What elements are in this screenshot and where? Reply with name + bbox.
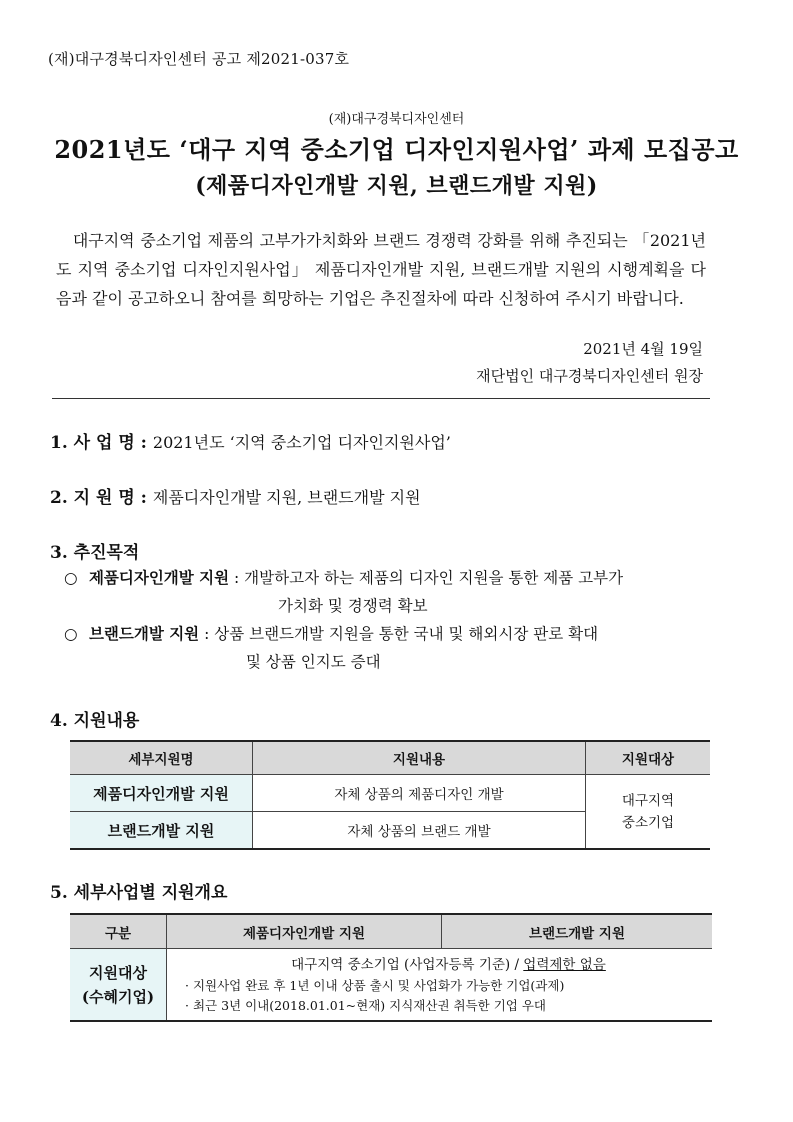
table-row xyxy=(70,949,712,1022)
section-support-name xyxy=(50,483,421,508)
purpose-text-continued: 가치화 및 경쟁력 확보 xyxy=(278,597,428,615)
target-summary-text: 대구지역 중소기업 (사업자등록 기준) / xyxy=(291,957,524,973)
purpose-text: : 상품 브랜드개발 지원을 통한 국내 및 해외시장 판로 확대 xyxy=(204,625,599,643)
support-name-cell: 제품디자인개발 지원 xyxy=(70,775,253,812)
issuer-name: 재단법인 대구경북디자인센터 원장 xyxy=(476,367,703,385)
section-value: 제품디자인개발 지원, 브랜드개발 지원 xyxy=(152,488,421,507)
column-header: 세부지원명 xyxy=(70,741,253,775)
overview-table xyxy=(70,913,712,1022)
support-content-cell: 자체 상품의 제품디자인 개발 xyxy=(253,775,586,812)
table-header-row xyxy=(70,914,712,949)
section-support-content-heading: 4. 지원내용 xyxy=(50,711,140,731)
section-overview-heading: 5. 세부사업별 지원개요 xyxy=(50,883,228,903)
purpose-item-product-design xyxy=(64,563,623,593)
target-line: 대구지역 xyxy=(621,792,675,809)
purpose-item-brand xyxy=(64,619,598,649)
page-title: 2021년도 ‘대구 지역 중소기업 디자인지원사업’ 과제 모집공고 xyxy=(54,135,739,164)
row-header-line: 지원대상 xyxy=(89,963,147,982)
organization-name: (재)대구경북디자인센터 xyxy=(328,112,465,127)
intro-text: 대구지역 중소기업 제품의 고부가가치화와 브랜드 경쟁력 강화를 위해 추진되는 「2021년도 지역 중소기업 디자인지원사업」 제품디자인개발 지원, 브랜드개발 지원의 시행계획을 다음과 같이 공고하오니 참여를 희망하는 기업은 추진절차에 따라 신청하여 주시기 바랍니다. xyxy=(56,231,706,308)
table-row xyxy=(70,775,710,812)
target-detail-cell xyxy=(167,949,713,1022)
purpose-label: 브랜드개발 지원 xyxy=(88,624,200,643)
row-header-line: (수혜기업) xyxy=(81,987,155,1006)
target-line: 중소기업 xyxy=(621,814,675,831)
section-heading: 1. 사 업 명 : xyxy=(50,433,147,453)
notice-number: (재)대구경북디자인센터 공고 제2021-037호 xyxy=(48,50,350,68)
table-header-row xyxy=(70,741,710,775)
column-header: 지원내용 xyxy=(253,741,586,775)
intro-paragraph xyxy=(56,226,706,313)
divider xyxy=(52,398,710,399)
target-condition: · 최근 3년 이내(2018.01.01~현재) 지식재산권 취득한 기업 우대 xyxy=(185,998,546,1013)
support-content-table xyxy=(70,740,710,850)
section-business-name xyxy=(50,428,451,453)
announcement-date: 2021년 4월 19일 xyxy=(583,340,703,358)
purpose-text: : 개발하고자 하는 제품의 디자인 지원을 통한 제품 고부가 xyxy=(234,569,624,587)
support-content-cell: 자체 상품의 브랜드 개발 xyxy=(253,812,586,850)
target-summary xyxy=(185,953,712,973)
purpose-label: 제품디자인개발 지원 xyxy=(88,568,230,587)
circle-bullet-icon: ○ xyxy=(64,569,78,587)
purpose-text-continued: 및 상품 인지도 증대 xyxy=(246,653,381,671)
section-value: 2021년도 ‘지역 중소기업 디자인지원사업’ xyxy=(152,433,451,452)
support-target-cell xyxy=(586,775,711,850)
column-header: 브랜드개발 지원 xyxy=(442,914,713,949)
circle-bullet-icon: ○ xyxy=(64,625,78,643)
column-header: 구분 xyxy=(70,914,167,949)
target-condition: · 지원사업 완료 후 1년 이내 상품 출시 및 사업화가 가능한 기업(과제) xyxy=(185,978,565,993)
target-summary-emphasis: 업력제한 없음 xyxy=(523,957,606,973)
row-header-cell xyxy=(70,949,167,1022)
section-purpose-heading: 3. 추진목적 xyxy=(50,543,140,563)
page-subtitle: (제품디자인개발 지원, 브랜드개발 지원) xyxy=(195,173,598,199)
support-name-cell: 브랜드개발 지원 xyxy=(70,812,253,850)
column-header: 지원대상 xyxy=(586,741,711,775)
column-header: 제품디자인개발 지원 xyxy=(167,914,442,949)
section-heading: 2. 지 원 명 : xyxy=(50,488,147,508)
